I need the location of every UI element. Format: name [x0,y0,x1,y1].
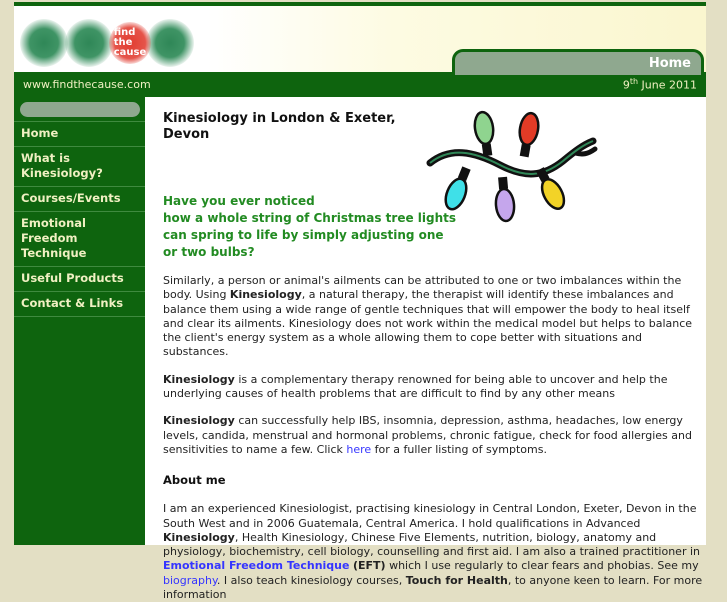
paragraph-symptoms: Kinesiology can successfully help IBS, insomnia, depression, asthma, headaches, low energy levels, candida, menstrual and hormonal problems, chronic fatigue, check for food allergies and sensitivities to name a few. Click here for a fuller listing of symptoms. [163,414,692,456]
paragraph-similarly: Similarly, a person or animal's ailments can be attributed to one or two imbalances within the body. Using Kinesiology, a natural therapy, the therapist will identify these imbalances and balance them using a wide range of gentle techniques that will empower the body to heal itself and clear its ailments. Kinesiology does not work within the medical model but helps to balance the client's energy system as a whole allowing them to cope better with situations and substances. [163,274,693,359]
page-frame [14,2,706,602]
logo-circle [20,19,68,67]
bulb-green [473,111,497,157]
sidebar-item-contact-links[interactable]: Contact & Links [14,292,145,317]
paragraph-complementary: Kinesiology is a complementary therapy renowned for being able to uncover and help the underlying causes of health problems that are difficult to find by any other means [163,372,668,401]
text-link[interactable]: biography [163,573,217,587]
site-url: www.findthecause.com [23,78,151,91]
sidebar-pill [20,102,140,117]
paragraph-about: I am an experienced Kinesiologist, practising kinesiology in Central London, Exeter, Devon in the South West and in 2006 Guatemala, Central America. I hold qualifications in Advanced Kinesiology, Health Kinesiology, Chinese Five Elements, nutrition, biology, anatomy and physiology, biochemistry, cell biology, counselling and first aid. I am also a trained practitioner in Emotional Freedom Technique (EFT) which I use regularly to clear fears and phobias. See my biography. I also teach kinesiology courses, Touch for Health, to anyone keen to learn. For more information [163,502,703,602]
page-date: 9th June 2011 [622,77,697,92]
sidebar-item-courses-events[interactable]: Courses/Events [14,187,145,212]
logo-text: find the cause [113,27,147,58]
main-content [145,97,706,602]
site-header [14,6,706,72]
bulb-purple [494,176,516,221]
logo-circle [65,19,113,67]
logo-circle [146,19,194,67]
tab-home-label: Home [648,56,691,71]
intro-question: Have you ever noticed how a whole string of Christmas tree lights can spring to life by simply adjusting one or two bulbs? [163,194,457,259]
address-bar [14,72,706,97]
sidebar-item-home[interactable]: Home [14,122,145,147]
tab-home[interactable] [452,49,704,75]
bulb-red [515,112,540,158]
sidebar-menu [14,121,145,317]
logo-badge [109,22,151,64]
sidebar-item-what-is-kinesiology[interactable]: What is Kinesiology? [14,147,145,187]
sidebar-item-emotional-freedom-technique[interactable]: Emotional Freedom Technique [14,212,145,267]
logo [18,18,198,70]
bulb-cyan [442,165,475,213]
sidebar-nav [14,97,145,545]
page-title: Kinesiology in London & Exeter, Devon [163,111,396,142]
sidebar-item-useful-products[interactable]: Useful Products [14,267,145,292]
about-me-heading: About me [163,473,226,488]
text-link[interactable]: Emotional Freedom Technique [163,559,350,573]
christmas-lights-illustration [425,99,600,229]
text-link[interactable]: here [346,442,372,456]
